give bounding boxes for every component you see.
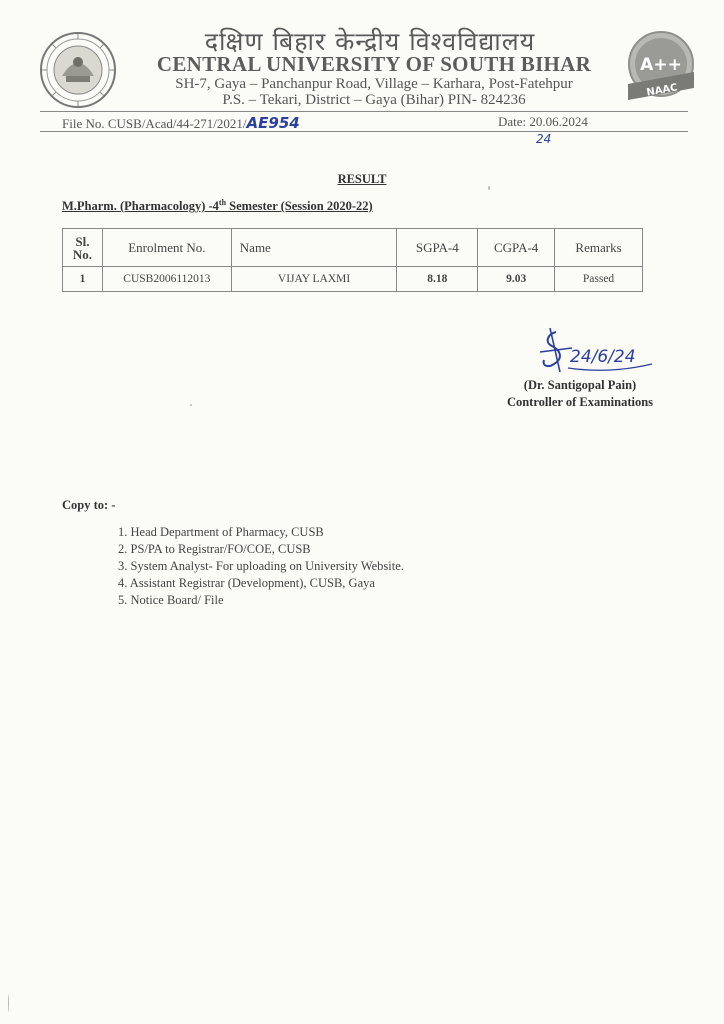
cell-cgpa: 9.03 bbox=[478, 267, 555, 292]
file-number-handwritten: AE954 bbox=[246, 114, 300, 132]
header-cgpa: CGPA-4 bbox=[478, 229, 555, 267]
copy-to-list bbox=[118, 524, 404, 609]
header-remarks: Remarks bbox=[555, 229, 643, 267]
signature-date: 24/6/24 bbox=[570, 347, 636, 367]
header-rule-top bbox=[40, 111, 688, 112]
list-item: 2. PS/PA to Registrar/FO/COE, CUSB bbox=[118, 542, 311, 556]
list-item: 3. System Analyst- For uploading on University Website. bbox=[118, 559, 404, 573]
file-number-printed: File No. CUSB/Acad/44-271/2021/ bbox=[62, 116, 247, 131]
date-handwritten-note: 24 bbox=[536, 132, 552, 146]
table-row bbox=[63, 267, 643, 292]
scan-speck bbox=[488, 186, 490, 190]
naac-badge-logo bbox=[622, 28, 700, 108]
signatory-name: (Dr. Santigopal Pain) bbox=[523, 378, 637, 392]
copy-to-label: Copy to: - bbox=[62, 498, 116, 512]
header-sl-no: Sl. No. bbox=[63, 229, 103, 267]
cell-sgpa: 8.18 bbox=[397, 267, 478, 292]
naac-label-text: NAAC bbox=[645, 82, 679, 99]
header-name: Name bbox=[231, 229, 397, 267]
program-prefix: M.Pharm. (Pharmacology) -4 bbox=[62, 199, 219, 214]
program-heading bbox=[62, 198, 373, 214]
address-line-2: P.S. – Tekari, District – Gaya (Bihar) PIN- 824236 bbox=[222, 92, 526, 108]
signatory-designation: Controller of Examinations bbox=[506, 395, 654, 409]
cell-remarks: Passed bbox=[555, 267, 643, 292]
result-table bbox=[62, 228, 643, 292]
list-item: 4. Assistant Registrar (Development), CUSB, Gaya bbox=[118, 576, 375, 590]
university-name-english: CENTRAL UNIVERSITY OF SOUTH BIHAR bbox=[156, 52, 592, 76]
university-seal-logo bbox=[38, 30, 118, 110]
program-suffix: Semester (Session 2020-22) bbox=[226, 199, 373, 214]
list-item: 1. Head Department of Pharmacy, CUSB bbox=[118, 525, 324, 539]
cell-sl: 1 bbox=[63, 267, 103, 292]
issue-date: Date: 20.06.2024 bbox=[498, 114, 588, 129]
university-name-hindi: दक्षिण बिहार केन्द्रीय विश्वविद्यालय bbox=[204, 27, 536, 56]
table-header-row bbox=[63, 229, 643, 267]
naac-grade-text: A++ bbox=[640, 55, 682, 75]
cell-enrolment: CUSB2006112013 bbox=[102, 267, 231, 292]
file-number bbox=[62, 114, 300, 132]
header-sgpa: SGPA-4 bbox=[397, 229, 478, 267]
cell-name: VIJAY LAXMI bbox=[231, 267, 397, 292]
scan-speck bbox=[8, 994, 9, 1012]
list-item: 5. Notice Board/ File bbox=[118, 593, 224, 607]
program-superscript: th bbox=[218, 198, 227, 207]
handwritten-signature bbox=[520, 326, 670, 376]
address-line-1: SH-7, Gaya – Panchanpur Road, Village – Karhara, Post-Fatehpur bbox=[175, 76, 573, 92]
header-enrolment: Enrolment No. bbox=[102, 229, 231, 267]
scan-speck bbox=[190, 404, 192, 406]
document-title: RESULT bbox=[337, 172, 387, 186]
